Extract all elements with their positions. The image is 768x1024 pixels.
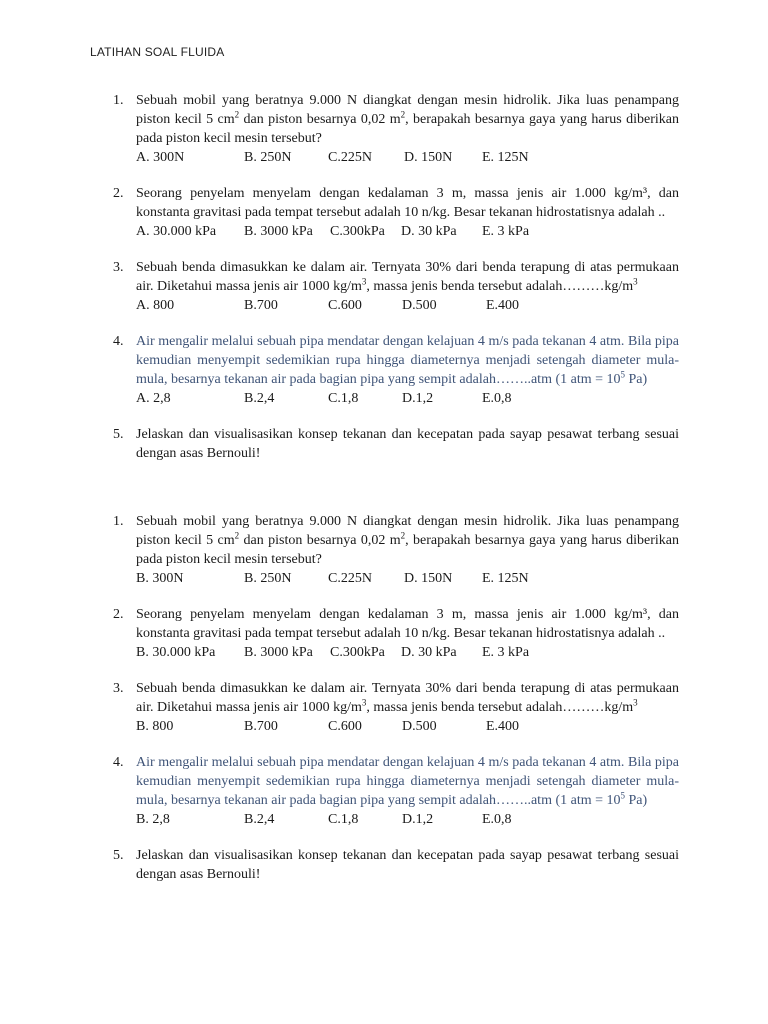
option-a: B. 30.000 kPa [136, 645, 216, 660]
option-c: C.600 [328, 719, 362, 734]
option-c: C.300kPa [330, 645, 385, 660]
option-b: B. 250N [244, 571, 292, 586]
question-text: Air mengalir melalui sebuah pipa mendatar dengan kelajuan 4 m/s pada tekanan 4 atm. Bila pipa kemudian menyempit sedemikian rupa hingga diameternya menjadi setengah diameter mula-mula, besarnya tekanan air pada bagian pipa yang sempit adalah……..atm (1 atm = $10^5$ Pa) [136, 334, 679, 387]
option-e: E. 125N [482, 150, 529, 165]
answer-options [136, 222, 679, 241]
option-a: A. 300N [136, 150, 185, 165]
option-e: E.0,8 [482, 812, 512, 827]
option-e: E.400 [486, 298, 520, 313]
option-b: B. 3000 kPa [244, 645, 313, 660]
answer-options [136, 296, 679, 315]
question-number: 5. [113, 427, 124, 442]
option-a: B. 800 [136, 719, 174, 734]
option-a: B. 300N [136, 571, 184, 586]
question-number: 4. [113, 334, 124, 349]
answer-options [136, 148, 679, 167]
option-e: E. 3 kPa [482, 645, 530, 660]
question-number: 1. [113, 93, 124, 108]
option-b: B.2,4 [244, 812, 275, 827]
question-number: 2. [113, 186, 124, 201]
option-c: C.225N [328, 571, 372, 586]
question-set-2 [113, 512, 679, 884]
option-e: E.0,8 [482, 391, 512, 406]
option-c: C.300kPa [330, 224, 385, 239]
option-e: E. 125N [482, 571, 529, 586]
question-text: Sebuah benda dimasukkan ke dalam air. Ternyata 30% dari benda terapung di atas permukaan air. Diketahui massa jenis air 1000 $kg/m^3$, massa jenis benda tersebut $adalah\dots\dots\dots kg/m^3$ [136, 681, 679, 715]
option-a: A. 2,8 [136, 391, 171, 406]
question-text: Jelaskan dan visualisasikan konsep tekanan dan kecepatan pada sayap pesawat terbang sesuai dengan asas Bernouli! [136, 848, 679, 882]
option-b: B.700 [244, 719, 278, 734]
question-1 [113, 512, 679, 588]
question-5 [113, 425, 679, 463]
question-text: Jelaskan dan visualisasikan konsep tekanan dan kecepatan pada sayap pesawat terbang sesuai dengan asas Bernouli! [136, 427, 679, 461]
option-c: C.1,8 [328, 812, 359, 827]
question-4 [113, 753, 679, 829]
option-a: A. 30.000 kPa [136, 224, 217, 239]
option-b: B. 3000 kPa [244, 224, 313, 239]
answer-options [136, 717, 679, 736]
option-c: C.225N [328, 150, 372, 165]
question-number: 5. [113, 848, 124, 863]
question-text: Seorang penyelam menyelam dengan kedalaman 3 m, massa jenis air 1.000 kg/m³, dan konstanta gravitasi pada tempat tersebut adalah 10 n/kg. Besar tekanan hidrostatisnya adalah .. [136, 186, 679, 220]
question-text: Sebuah benda dimasukkan ke dalam air. Ternyata 30% dari benda terapung di atas permukaan air. Diketahui massa jenis air 1000 $kg/m^3$, massa jenis benda tersebut $adalah\dots\dots\dots kg/m^3$ [136, 260, 679, 294]
option-d: D. 30 kPa [401, 645, 457, 660]
option-b: B.700 [244, 298, 278, 313]
option-d: D.500 [402, 298, 437, 313]
question-2 [113, 184, 679, 241]
option-d: D. 30 kPa [401, 224, 457, 239]
option-d: D.1,2 [402, 812, 434, 827]
option-d: D.500 [402, 719, 437, 734]
option-d: D. 150N [404, 150, 453, 165]
option-b: B. 250N [244, 150, 292, 165]
option-d: D. 150N [404, 571, 453, 586]
answer-options [136, 810, 679, 829]
option-a: A. 800 [136, 298, 175, 313]
question-number: 2. [113, 607, 124, 622]
option-c: C.600 [328, 298, 362, 313]
question-number: 3. [113, 260, 124, 275]
question-text: Seorang penyelam menyelam dengan kedalaman 3 m, massa jenis air 1.000 kg/m³, dan konstanta gravitasi pada tempat tersebut adalah 10 n/kg. Besar tekanan hidrostatisnya adalah .. [136, 607, 679, 641]
answer-options [136, 643, 679, 662]
option-a: B. 2,8 [136, 812, 170, 827]
question-text: Sebuah mobil yang beratnya 9.000 N diangkat dengan mesin hidrolik. Jika luas penampang piston kecil 5 $cm^2$ dan piston besarnya 0,02 $m^2$, berapakah besarnya gaya yang harus diberikan pada piston kecil mesin tersebut? [136, 514, 679, 567]
question-set-1 [113, 91, 679, 463]
question-text: Air mengalir melalui sebuah pipa mendatar dengan kelajuan 4 m/s pada tekanan 4 atm. Bila pipa kemudian menyempit sedemikian rupa hingga diameternya menjadi setengah diameter mula-mula, besarnya tekanan air pada bagian pipa yang sempit adalah……..atm (1 atm = $10^5$ Pa) [136, 755, 679, 808]
question-4 [113, 332, 679, 408]
question-3 [113, 258, 679, 315]
question-number: 3. [113, 681, 124, 696]
question-number: 1. [113, 514, 124, 529]
question-2 [113, 605, 679, 662]
question-1 [113, 91, 679, 167]
question-number: 4. [113, 755, 124, 770]
option-b: B.2,4 [244, 391, 275, 406]
question-text: Sebuah mobil yang beratnya 9.000 N diangkat dengan mesin hidrolik. Jika luas penampang piston kecil 5 $cm^2$ dan piston besarnya 0,02 $m^2$, berapakah besarnya gaya yang harus diberikan pada piston kecil mesin tersebut? [136, 93, 679, 146]
page-title: LATIHAN SOAL FLUIDA [90, 45, 225, 59]
option-e: E. 3 kPa [482, 224, 530, 239]
question-3 [113, 679, 679, 736]
option-c: C.1,8 [328, 391, 359, 406]
option-e: E.400 [486, 719, 520, 734]
answer-options [136, 569, 679, 588]
answer-options [136, 389, 679, 408]
question-5 [113, 846, 679, 884]
option-d: D.1,2 [402, 391, 434, 406]
